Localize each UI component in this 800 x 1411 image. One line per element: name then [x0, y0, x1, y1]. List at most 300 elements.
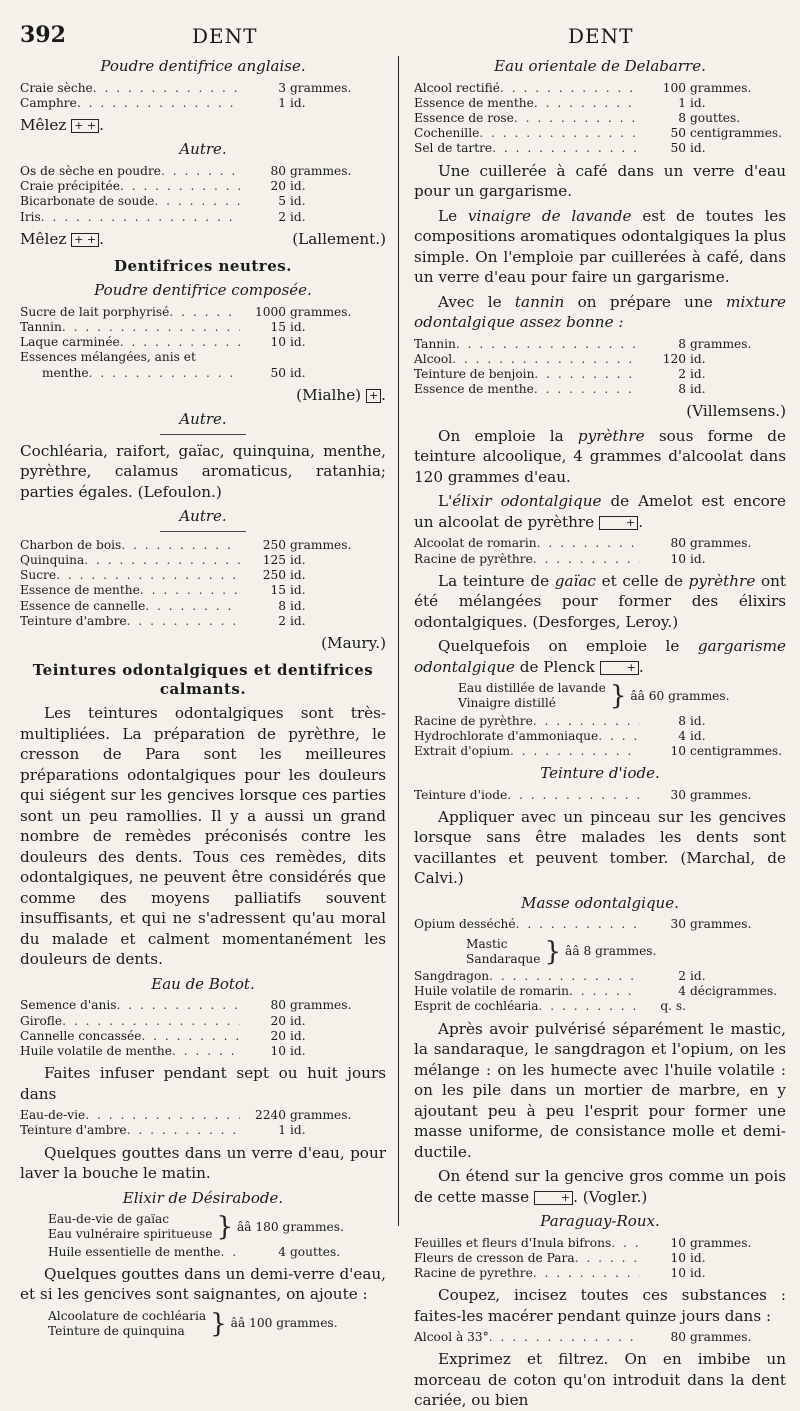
- leader-dots: [141, 1029, 240, 1044]
- ingredient-unit: centigrammes.: [690, 126, 783, 141]
- emphasis: gargarisme odontalgique: [414, 637, 787, 676]
- ingredient-unit: id.: [290, 613, 306, 628]
- ingredient-name: Teinture de benjoin: [414, 366, 535, 381]
- ingredient-name: Mastic: [466, 936, 508, 951]
- ingredient-qty: 8: [678, 110, 686, 125]
- ingredient-row: [20, 614, 386, 629]
- text: La teinture de: [438, 571, 550, 590]
- ingredient-list: [414, 81, 786, 157]
- ingredient-unit: id.: [290, 583, 306, 598]
- recipe-title: Autre.: [179, 410, 227, 429]
- leader-dots: [41, 210, 240, 225]
- boxed-cross-icon: + +: [71, 119, 99, 133]
- ingredient-name: Craie sèche: [20, 80, 93, 95]
- recipe-title: Elixir de Désirabode.: [122, 1188, 284, 1207]
- author-attribution: (Villemsens.): [686, 402, 786, 421]
- author-attribution: (Lallement.): [292, 229, 386, 248]
- ingredient-list: [414, 1330, 786, 1345]
- ingredient-name: Essence de menthe: [20, 583, 140, 598]
- ingredient-name: Eau vulnéraire spiritueuse: [48, 1227, 213, 1242]
- paragraph: Coupez, incisez toutes ces substances : faites-les macérer pendant quinze jours dans :: [414, 1286, 786, 1325]
- leader-dots: [569, 984, 640, 999]
- column-divider: [398, 56, 399, 1226]
- ingredient-name: Teinture d'ambre: [20, 613, 127, 628]
- ingredient-unit: id.: [290, 568, 306, 583]
- paragraph: [414, 426, 786, 488]
- leader-dots: [533, 714, 640, 729]
- ingredient-name: Semence d'anis: [20, 998, 117, 1013]
- ingredient-unit: id.: [290, 335, 306, 350]
- ingredient-unit: gouttes.: [290, 1244, 341, 1259]
- paragraph: Quelques gouttes dans un verre d'eau, pour laver la bouche le matin.: [20, 1143, 386, 1183]
- page-header: [20, 22, 786, 52]
- ingredient-name: Camphre: [20, 95, 77, 110]
- emphasis: tannin: [514, 292, 565, 311]
- ingredient-row: [48, 1245, 386, 1260]
- ingredient-name: Alcoolat de romarin: [414, 536, 537, 551]
- ingredient-name: Essence de rose: [414, 110, 514, 125]
- ingredient-qty: 10: [270, 335, 286, 350]
- ingredient-qty: ââ 60 grammes.: [630, 688, 730, 703]
- text: On étend sur la gencive gros comme un pois de cette masse: [414, 1167, 786, 1206]
- ingredient-row: [20, 1108, 386, 1123]
- ingredient-qty: ââ 8 grammes.: [565, 944, 657, 959]
- author-text: (Mialhe): [296, 385, 362, 404]
- leader-dots: [479, 126, 640, 141]
- ingredient-unit: id.: [690, 728, 706, 743]
- leader-dots: [489, 1330, 640, 1345]
- ingredient-row: [414, 969, 786, 984]
- ingredient-name: Os de sèche en poudre: [20, 163, 162, 178]
- ingredient-qty: 2: [678, 366, 686, 381]
- leader-dots: [127, 614, 240, 629]
- leader-dots: [575, 1251, 640, 1266]
- ingredient-list: [414, 788, 786, 803]
- leader-dots: [161, 164, 240, 179]
- ingredient-list: [20, 1108, 386, 1138]
- ingredient-name: Eau-de-vie: [20, 1108, 86, 1123]
- ingredient-qty: 8: [278, 598, 286, 613]
- ingredient-qty: 4: [678, 984, 686, 999]
- ingredient-row: [414, 1266, 786, 1281]
- ingredient-qty: 250: [262, 537, 286, 552]
- ingredient-row: [414, 352, 786, 367]
- leader-dots: [533, 552, 640, 567]
- ingredient-unit: id.: [290, 1123, 306, 1138]
- ingredient-qty: 4: [278, 1244, 286, 1259]
- brace-group: [20, 1309, 386, 1339]
- ingredient-sublist: [20, 305, 386, 351]
- ingredient-name: Girofle: [20, 1013, 63, 1028]
- ingredient-qty: 15: [270, 583, 286, 598]
- boxed-cross-icon: + +: [71, 233, 99, 247]
- divider-rule: [160, 434, 246, 435]
- ingredient-unit: grammes.: [290, 998, 352, 1013]
- ingredient-row: [20, 583, 386, 598]
- ingredient-qty: 30: [670, 917, 686, 932]
- right-column: [414, 54, 787, 1410]
- leader-dots: [534, 96, 640, 111]
- ingredient-unit: id.: [690, 141, 706, 156]
- ingredient-unit: grammes.: [290, 537, 352, 552]
- ingredient-list: [414, 969, 786, 1015]
- running-head-left: DENT: [192, 24, 258, 48]
- leader-dots: [510, 744, 640, 759]
- leader-dots: [154, 194, 240, 209]
- leader-dots: [145, 599, 240, 614]
- ingredient-row: [20, 96, 386, 111]
- leader-dots: [127, 1123, 240, 1138]
- ingredient-row: [414, 984, 786, 999]
- ingredient-unit: id.: [690, 713, 706, 728]
- ingredient-qty: 20: [270, 1013, 286, 1028]
- ingredient-row: [20, 553, 386, 568]
- ingredient-name: Craie précipitée: [20, 179, 120, 194]
- ingredient-qty: 8: [678, 382, 686, 397]
- ingredient-unit: id.: [290, 1044, 306, 1059]
- ingredient-row: [20, 1029, 386, 1044]
- ingredient-row: [20, 179, 386, 194]
- ingredient-row: [414, 536, 786, 551]
- leader-dots: [533, 1266, 640, 1281]
- ingredient-name: Vinaigre distillé: [458, 696, 556, 711]
- leader-dots: [611, 1236, 640, 1251]
- ingredient-name: Bicarbonate de soude: [20, 194, 155, 209]
- ingredient-list: [414, 1236, 786, 1282]
- instruction-text: Mêlez: [20, 229, 67, 248]
- ingredient-name: Feuilles et fleurs d'Inula bifrons: [414, 1235, 612, 1250]
- text: On emploie la: [438, 426, 564, 445]
- ingredient-qty: 50: [270, 365, 286, 380]
- text: L': [438, 492, 453, 511]
- ingredient-name: Eau-de-vie de gaïac: [48, 1212, 170, 1227]
- ingredient-unit: grammes.: [690, 336, 752, 351]
- ingredient-row: [20, 320, 386, 335]
- ingredient-name: Charbon de bois: [20, 537, 122, 552]
- leader-dots: [537, 536, 640, 551]
- recipe-title: Autre.: [179, 140, 227, 159]
- ingredient-qty: 15: [270, 319, 286, 334]
- emphasis: vinaigre de lavande: [467, 206, 632, 225]
- ingredient-row: [414, 999, 786, 1014]
- author-attribution: (Maury.): [321, 633, 386, 652]
- ingredient-row: [20, 1014, 386, 1029]
- ingredient-unit: id.: [690, 1250, 706, 1265]
- ingredient-row: [20, 568, 386, 583]
- ingredient-name: Essence de cannelle: [20, 598, 146, 613]
- ingredient-qty: 100: [662, 80, 686, 95]
- ingredient-unit: id.: [690, 351, 706, 366]
- ingredient-qty: 80: [670, 536, 686, 551]
- emphasis: pyrèthre: [577, 426, 645, 445]
- ingredient-name: Alcool rectifié: [414, 80, 500, 95]
- ingredient-unit: id.: [690, 969, 706, 984]
- ingredient-qty: q. s.: [660, 999, 686, 1014]
- emphasis: pyrèthre: [688, 571, 756, 590]
- recipe-title: Masse odontalgique.: [521, 893, 679, 912]
- leader-dots: [489, 969, 640, 984]
- brace-items: [48, 1212, 212, 1242]
- ingredient-qty: 10: [670, 1266, 686, 1281]
- ingredient-unit: grammes.: [690, 80, 752, 95]
- text: . (Vogler.): [573, 1187, 648, 1206]
- paragraph: [414, 206, 786, 288]
- ingredient-row: [414, 1236, 786, 1251]
- instruction: Mêlez + + . (Lallement.): [20, 229, 386, 248]
- author-attribution: (Mialhe) + .: [296, 385, 386, 404]
- leader-dots: [452, 352, 640, 367]
- leader-dots: [500, 81, 640, 96]
- ingredient-name: Sucre: [20, 568, 57, 583]
- boxed-cross-icon: +: [599, 516, 638, 530]
- ingredient-name: Iris: [20, 209, 41, 224]
- text: de Amelot est encore un alcoolat de pyrèthre: [414, 492, 787, 531]
- ingredient-qty: 20: [270, 1028, 286, 1043]
- ingredient-name: Fleurs de cresson de Para: [414, 1250, 575, 1265]
- ingredient-name: Cochenille: [414, 126, 480, 141]
- ingredient-unit: id.: [290, 194, 306, 209]
- ingredient-qty: 10: [670, 551, 686, 566]
- ingredient-qty: 10: [670, 1250, 686, 1265]
- text: ont été mélangées pour former des élixirs odontalgiques. (Desforges, Leroy.): [414, 571, 787, 631]
- leader-dots: [169, 305, 240, 320]
- leader-dots: [84, 553, 240, 568]
- section-heading: Dentifrices neutres.: [114, 257, 292, 276]
- recipe-title: Teinture d'iode.: [540, 764, 660, 783]
- paragraph: Quelquefois on emploie le gargarisme odontalgique de Plenck + .: [414, 637, 787, 676]
- ingredient-name: Alcool à 33°: [414, 1330, 489, 1345]
- ingredient-name: Huile volatile de menthe: [20, 1044, 172, 1059]
- ingredient-qty: 1: [278, 1123, 286, 1138]
- text: Avec le: [438, 292, 502, 311]
- ingredient-unit: id.: [290, 365, 306, 380]
- ingredient-name: Eau distillée de lavande: [458, 681, 606, 696]
- ingredient-row: [20, 366, 386, 381]
- ingredient-row: [414, 81, 786, 96]
- ingredient-name: Alcool: [414, 351, 453, 366]
- ingredient-name: Sandaraque: [466, 951, 541, 966]
- ingredient-row: [414, 729, 786, 744]
- paragraph: Après avoir pulvérisé séparément le mastic, la sandaraque, le sangdragon et l'opium, on les mélange : on les humecte avec l'huile volatile : on les pile dans un mortier de marbre, en y ajoutant peu à peu l'esprit pour former une masse uniforme, de consistance molle et demi-ductile.: [414, 1019, 786, 1161]
- ingredient-qty: 8: [678, 336, 686, 351]
- text: et celle de: [601, 571, 683, 590]
- recipe-title: Poudre dentifrice anglaise.: [100, 57, 306, 75]
- ingredient-name: Teinture de quinquina: [48, 1323, 185, 1338]
- ingredient-name: Huile essentielle de menthe: [48, 1244, 221, 1259]
- ingredient-unit: id.: [690, 382, 706, 397]
- leader-dots: [507, 788, 640, 803]
- brace-items: [458, 681, 606, 711]
- ingredient-qty: 2: [678, 969, 686, 984]
- ingredient-row: [414, 788, 786, 803]
- ingredient-row: [414, 714, 786, 729]
- emphasis: gaïac: [554, 571, 596, 590]
- leader-dots: [62, 1014, 240, 1029]
- ingredient-name: Laque carminée: [20, 335, 120, 350]
- ingredient-name: Sel de tartre: [414, 141, 493, 156]
- ingredient-row: [20, 998, 386, 1013]
- leader-dots: [140, 583, 240, 598]
- text: de Plenck: [519, 657, 595, 676]
- ingredient-qty: 10: [670, 744, 686, 759]
- ingredient-row: [414, 126, 786, 141]
- ingredient-name: Racine de pyrèthre: [414, 551, 533, 566]
- ingredient-row: [414, 96, 786, 111]
- ingredient-row: [20, 164, 386, 179]
- leader-dots: [62, 320, 240, 335]
- ingredient-name: Racine de pyrethre: [414, 1266, 533, 1281]
- text: on prépare une: [577, 292, 713, 311]
- ingredient-row: [414, 111, 786, 126]
- ingredient-list: [414, 917, 786, 932]
- ingredient-unit: id.: [290, 1013, 306, 1028]
- ingredient-name: Extrait d'opium: [414, 744, 511, 759]
- brace-icon: }: [609, 681, 627, 712]
- recipe-title: Poudre dentifrice composée.: [94, 281, 312, 300]
- ingredient-name: Esprit de cochléaria: [414, 999, 539, 1014]
- ingredient-qty: 2: [278, 209, 286, 224]
- ingredient-row: [20, 335, 386, 350]
- recipe-title: Eau de Botot.: [151, 974, 255, 993]
- paragraph: Appliquer avec un pinceau sur les gencives lorsque sans être malades les dents sont vacillantes et peuvent tomber. (Marchal, de Calvi.): [414, 807, 786, 888]
- running-head-right: DENT: [568, 24, 634, 48]
- ingredient-unit: id.: [690, 95, 706, 110]
- ingredient-unit: id.: [690, 551, 706, 566]
- ingredient-name: Teinture d'iode: [414, 787, 508, 802]
- ingredient-unit: centigrammes.: [690, 744, 783, 759]
- ingredient-list: [20, 81, 386, 111]
- ingredient-name: Opium desséché: [414, 917, 516, 932]
- ingredient-unit: grammes.: [290, 304, 352, 319]
- ingredient-qty: 125: [262, 552, 286, 567]
- paragraph: Quelques gouttes dans un demi-verre d'eau, et si les gencives sont saignantes, on ajoute :: [20, 1264, 386, 1304]
- ingredient-unit: id.: [290, 95, 306, 110]
- paragraph: Exprimez et filtrez. On en imbibe un morceau de coton qu'on introduit dans la dent cariée, ou bien: [414, 1350, 786, 1410]
- brace-group: [414, 937, 786, 967]
- ingredient-qty: 8: [678, 713, 686, 728]
- page-number: 392: [20, 22, 66, 48]
- ingredient-qty: 2240: [254, 1108, 286, 1123]
- paragraph: [414, 292, 786, 333]
- ingredient-name: Sangdragon: [414, 969, 490, 984]
- ingredient-name: Huile volatile de romarin: [414, 984, 569, 999]
- ingredient-unit: grammes.: [690, 1330, 752, 1345]
- ingredient-row: [414, 1330, 786, 1345]
- ingredient-list: [20, 998, 386, 1059]
- ingredient-row: [414, 382, 786, 397]
- leader-dots: [120, 335, 240, 350]
- ingredient-row: [20, 81, 386, 96]
- ingredient-qty: 4: [678, 728, 686, 743]
- text: Le: [438, 206, 458, 225]
- ingredient-qty: 1000: [254, 304, 286, 319]
- leader-dots: [56, 568, 240, 583]
- leader-dots: [93, 81, 240, 96]
- ingredient-unit: décigrammes.: [690, 984, 778, 999]
- ingredient-qty: 50: [670, 141, 686, 156]
- ingredient-qty: 250: [262, 568, 286, 583]
- ingredient-name: menthe: [42, 365, 89, 380]
- ingredient-list: [20, 164, 386, 225]
- instruction: Mêlez + + .: [20, 115, 104, 134]
- paragraph: [414, 1166, 786, 1207]
- leader-dots: [598, 729, 640, 744]
- ingredient-list: [414, 536, 786, 566]
- ingredient-qty: 80: [670, 1330, 686, 1345]
- boxed-cross-icon: +: [366, 389, 381, 403]
- text: Quelquefois on emploie le: [438, 637, 680, 656]
- ingredient-name: Teinture d'ambre: [20, 1123, 127, 1138]
- ingredient-qty: 80: [270, 163, 286, 178]
- ingredient-qty: 120: [662, 351, 686, 366]
- emphasis: mixture odontalgique assez bonne :: [414, 292, 787, 332]
- ingredient-unit: grammes.: [290, 80, 352, 95]
- ingredient-unit: gouttes.: [690, 110, 741, 125]
- leader-dots: [534, 367, 640, 382]
- ingredient-unit: id.: [290, 319, 306, 334]
- leader-dots: [77, 96, 240, 111]
- ingredient-unit: id.: [290, 179, 306, 194]
- ingredient-name: Hydrochlorate d'ammoniaque: [414, 728, 599, 743]
- ingredient-list: [414, 337, 786, 398]
- recipe-title: Eau orientale de Delabarre.: [494, 57, 706, 75]
- ingredient-qty: 50: [670, 126, 686, 141]
- brace-icon: }: [216, 1212, 233, 1243]
- ingredient-unit: id.: [290, 1028, 306, 1043]
- ingredient-row: [20, 1123, 386, 1138]
- ingredient-name: Tannin: [414, 336, 456, 351]
- leader-dots: [121, 538, 240, 553]
- ingredient-unit: id.: [690, 1266, 706, 1281]
- leader-dots: [534, 382, 640, 397]
- ingredient-unit: grammes.: [290, 163, 352, 178]
- leader-dots: [172, 1044, 240, 1059]
- ingredient-name: Tannin: [20, 319, 62, 334]
- ingredient-list: [20, 305, 386, 381]
- paragraph: Une cuillerée à café dans un verre d'eau pour un gargarisme.: [414, 161, 786, 201]
- ingredient-qty: 10: [670, 1235, 686, 1250]
- ingredient-row: [20, 538, 386, 553]
- brace-items: [48, 1309, 206, 1339]
- ingredient-qty: 5: [278, 194, 286, 209]
- leader-dots: [85, 1108, 240, 1123]
- ingredient-unit: id.: [290, 209, 306, 224]
- brace-group: [20, 1212, 386, 1242]
- emphasis: élixir odontalgique: [452, 492, 602, 511]
- paragraph: Faites infuser pendant sept ou huit jours dans: [20, 1064, 386, 1103]
- recipe-title: Autre.: [179, 507, 227, 526]
- text: est de toutes les compositions aromatiques odontalgiques la plus simple. On l'emploie par cuillerées à café, dans un verre d'eau pour faire un gargarisme.: [414, 206, 786, 287]
- leader-dots: [514, 111, 640, 126]
- ingredient-qty: 10: [270, 1044, 286, 1059]
- ingredient-name: Cannelle concassée: [20, 1028, 142, 1043]
- ingredient-qty: 1: [678, 95, 686, 110]
- ingredient-unit: grammes.: [690, 536, 752, 551]
- ingredient-unit: grammes.: [290, 1108, 352, 1123]
- instruction-text: Mêlez: [20, 115, 67, 134]
- ingredient-row: [20, 1044, 386, 1059]
- ingredient-row: [414, 552, 786, 567]
- ingredient-unit: id.: [290, 598, 306, 613]
- ingredient-row: [414, 917, 786, 932]
- paragraph: L'élixir odontalgique de Amelot est encore un alcoolat de pyrèthre + .: [414, 492, 787, 531]
- ingredient-name: Sucre de lait porphyrisé: [20, 304, 170, 319]
- ingredient-row: [414, 141, 786, 156]
- boxed-cross-icon: +: [600, 661, 639, 675]
- ingredient-unit: grammes.: [690, 917, 752, 932]
- ingredient-list: [414, 714, 786, 760]
- leader-dots: [539, 999, 640, 1014]
